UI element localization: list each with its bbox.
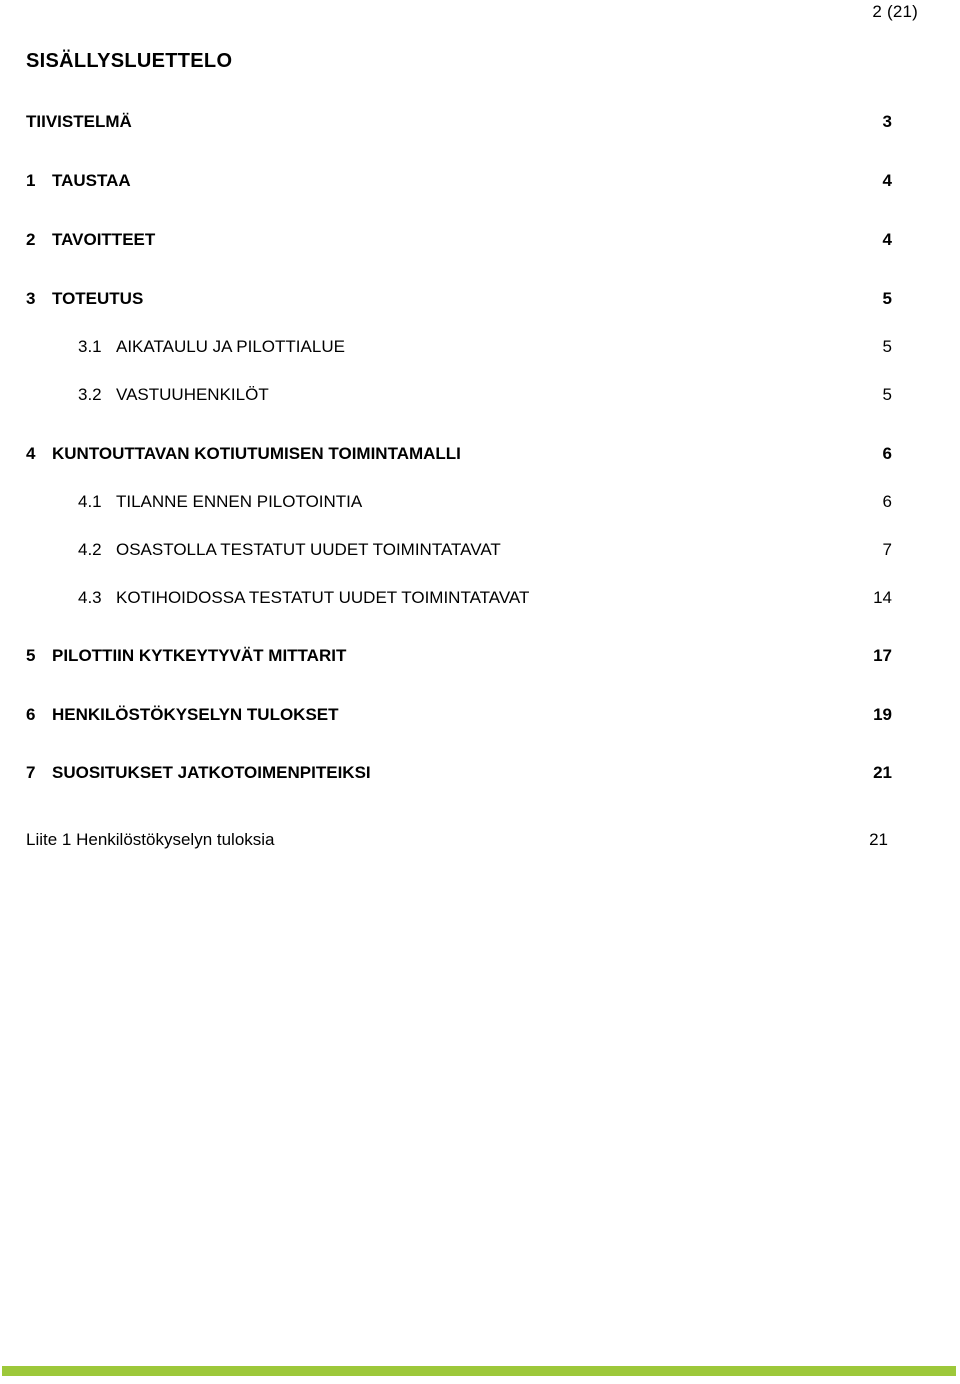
toc-entry-4-3[interactable]: [78, 586, 892, 610]
toc-entry-number: 4.2: [78, 540, 102, 559]
toc-entry-6[interactable]: [26, 703, 892, 727]
toc-entry-5[interactable]: [26, 644, 892, 668]
toc-entry-4-2[interactable]: [78, 538, 892, 562]
toc-entry-2[interactable]: [26, 228, 892, 252]
toc-entry-label: HENKILÖSTÖKYSELYN TULOKSET: [52, 705, 339, 724]
toc-entry-7[interactable]: [26, 761, 892, 785]
toc-entry-page: 5: [882, 385, 892, 404]
toc-entry-label: TILANNE ENNEN PILOTOINTIA: [116, 492, 363, 511]
toc-entry-3-2[interactable]: [78, 383, 892, 407]
page-number: 2 (21): [872, 2, 918, 21]
toc-entry-label: SUOSITUKSET JATKOTOIMENPITEIKSI: [52, 763, 371, 782]
toc-entry-4-1[interactable]: [78, 490, 892, 514]
toc-entry-number: 4.3: [78, 588, 102, 607]
toc-entry-page: 17: [873, 646, 892, 665]
toc-title: SISÄLLYSLUETTELO: [26, 50, 233, 72]
toc-entry-page: 6: [882, 444, 892, 463]
toc-entry-label: AIKATAULU JA PILOTTIALUE: [116, 337, 345, 356]
toc-entry-number: 4: [26, 444, 36, 463]
toc-entry-label: KUNTOUTTAVAN KOTIUTUMISEN TOIMINTAMALLI: [52, 444, 461, 463]
toc-entry-page: 4: [882, 230, 892, 249]
toc-entry-page: 21: [869, 830, 888, 849]
toc-entry-number: 1: [26, 171, 36, 190]
toc-entry-4[interactable]: [26, 442, 892, 466]
toc-entry-number: 6: [26, 705, 36, 724]
toc-entry-appendix-1[interactable]: [26, 828, 888, 852]
toc-entry-page: 5: [882, 337, 892, 356]
toc-entry-1[interactable]: [26, 169, 892, 193]
toc-entry-page: 5: [882, 289, 892, 308]
toc-entry-number: 3.2: [78, 385, 102, 404]
toc-entry-label: KOTIHOIDOSSA TESTATUT UUDET TOIMINTATAVAT: [116, 588, 530, 607]
toc-entry-label: PILOTTIIN KYTKEYTYVÄT MITTARIT: [52, 646, 347, 665]
toc-entry-page: 19: [873, 705, 892, 724]
toc-entry-page: 14: [873, 588, 892, 607]
footer-accent-bar: [2, 1366, 956, 1376]
toc-entry-number: 3.1: [78, 337, 102, 356]
toc-entry-label: TAUSTAA: [52, 171, 131, 190]
toc-entry-label: OSASTOLLA TESTATUT UUDET TOIMINTATAVAT: [116, 540, 501, 559]
toc-entry-label: TAVOITTEET: [52, 230, 156, 249]
toc-entry-number: 4.1: [78, 492, 102, 511]
toc-entry-label: TOTEUTUS: [52, 289, 144, 308]
toc-entry-number: 7: [26, 763, 36, 782]
toc-entry-tiivistelma[interactable]: [26, 110, 892, 134]
toc-entry-number: 5: [26, 646, 36, 665]
toc-entry-3-1[interactable]: [78, 335, 892, 359]
toc-entry-label: TIIVISTELMÄ: [26, 112, 132, 131]
toc-entry-page: 4: [882, 171, 892, 190]
toc-entry-page: 6: [882, 492, 892, 511]
toc-entry-page: 7: [882, 540, 892, 559]
toc-entry-number: 2: [26, 230, 36, 249]
toc-entry-page: 3: [882, 112, 892, 131]
toc-entry-label: VASTUUHENKILÖT: [116, 385, 269, 404]
toc-entry-number: 3: [26, 289, 36, 308]
toc-entry-3[interactable]: [26, 287, 892, 311]
toc-entry-page: 21: [873, 763, 892, 782]
toc-entry-label: Liite 1 Henkilöstökyselyn tuloksia: [26, 830, 275, 849]
